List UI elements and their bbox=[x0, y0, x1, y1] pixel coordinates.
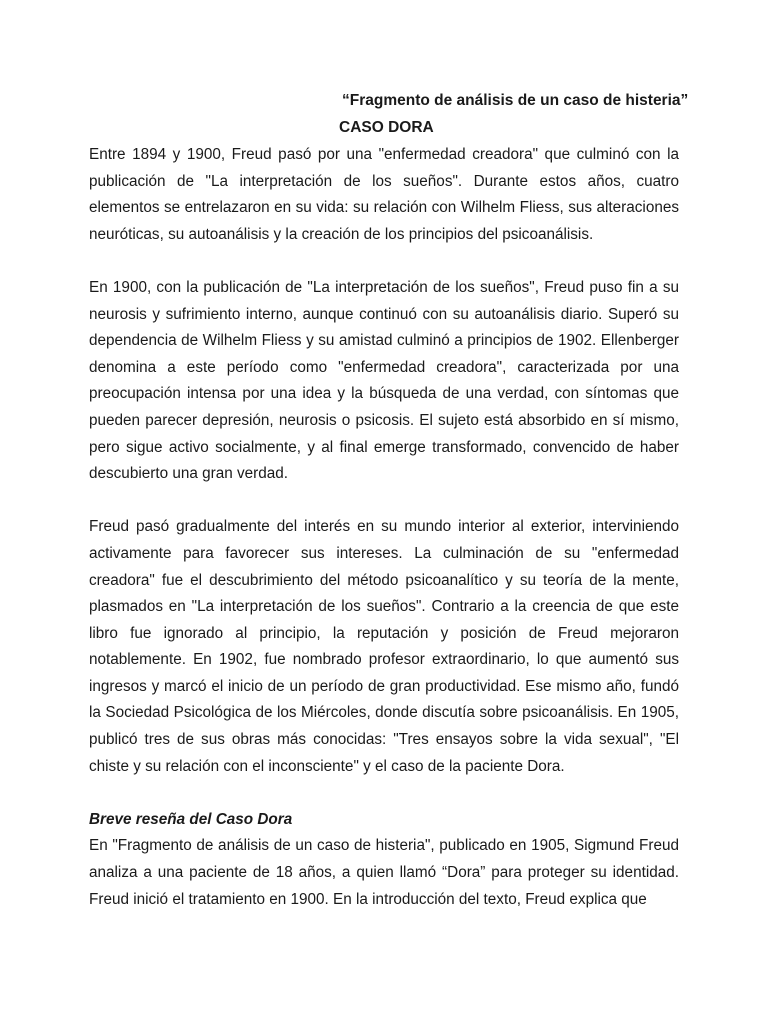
paragraph-3: Freud pasó gradualmente del interés en su mundo interior al exterior, interviniendo activamente para favorecer sus intereses. La culminación de su "enfermedad creadora" fue el descubrimiento del método psicoanalítico y su teoría de la mente, plasmados en "La interpretación de los sueños". Contrario a la creencia de que este libro fue ignorado al principio, la reputación y posición de Freud mejoraron notablemente. En 1902, fue nombrado profesor extraordinario, lo que aumentó sus ingresos y marcó el inicio de un período de gran productividad. Ese mismo año, fundó la Sociedad Psicológica de los Miércoles, donde discutía sobre psicoanálisis. En 1905, publicó tres de sus obras más conocidas: "Tres ensayos sobre la vida sexual", "El chiste y su relación con el inconsciente" y el caso de la paciente Dora. bbox=[89, 518, 679, 775]
document-subtitle: CASO DORA bbox=[339, 119, 434, 136]
section-paragraph: En "Fragmento de análisis de un caso de histeria", publicado en 1905, Sigmund Freud analiza a una paciente de 18 años, a quien llamó “Dora” para proteger su identidad. Freud inició el tratamiento en 1900. En la introducción del texto, Freud explica que bbox=[89, 837, 679, 908]
paragraph-spacer bbox=[89, 780, 679, 807]
document-title: “Fragmento de análisis de un caso de histeria” bbox=[342, 92, 689, 109]
paragraph-1: Entre 1894 y 1900, Freud pasó por una "enfermedad creadora" que culminó con la publicación de "La interpretación de los sueños". Durante estos años, cuatro elementos se entrelazaron en su vida: su relación con Wilhelm Fliess, sus alteraciones neuróticas, su autoanálisis y la creación de los principios del psicoanálisis. bbox=[89, 146, 679, 243]
paragraph-2: En 1900, con la publicación de "La interpretación de los sueños", Freud puso fin a su neurosis y sufrimiento interno, aunque continuó con su autoanálisis diario. Superó su dependencia de Wilhelm Fliess y su amistad culminó a principios de 1902. Ellenberger denomina a este período como "enfermedad creadora", caracterizada por una preocupación intensa por una idea y la búsqueda de una verdad, con síntomas que pueden parecer depresión, neurosis o psicosis. El sujeto está absorbido en sí mismo, pero sigue activo socialmente, y al final emerge transformado, convencido de haber descubierto una gran verdad. bbox=[89, 278, 679, 483]
section-heading: Breve reseña del Caso Dora bbox=[89, 810, 293, 828]
paragraph-spacer bbox=[89, 248, 679, 275]
paragraph-spacer bbox=[89, 488, 679, 515]
document-body bbox=[89, 142, 679, 913]
